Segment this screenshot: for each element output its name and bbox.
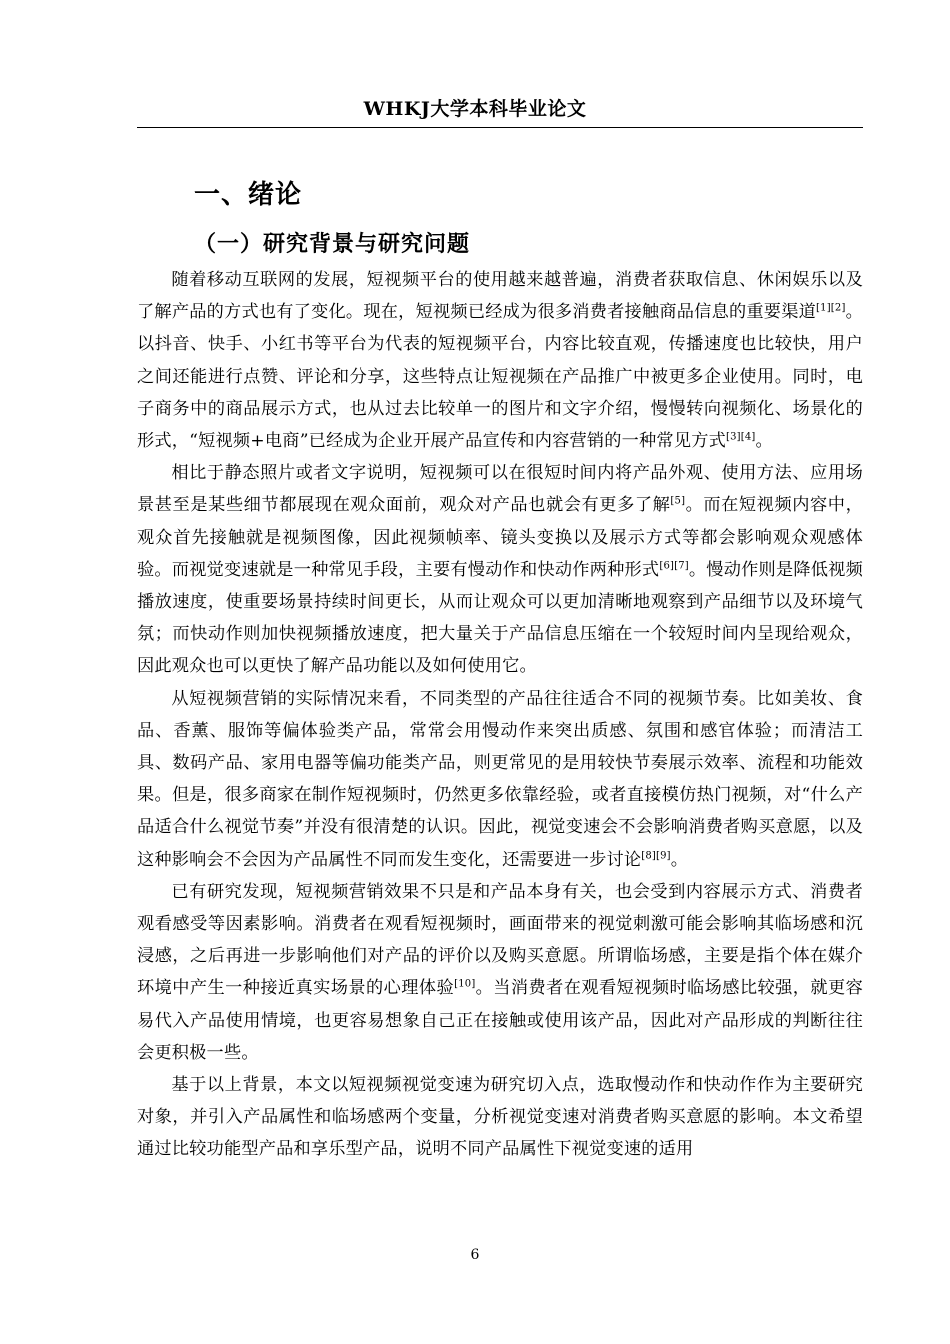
text-run: 。当消费者在观看短视频时临场感比较强，就更容易代入产品使用情境，也更容易想象自己正在接触或使用该产品，因此对产品形成的判断往往会更积极一些。	[137, 978, 864, 1063]
text-run: 已有研究发现，短视频营销效果不只是和产品本身有关，也会受到内容展示方式、消费者观看感受等因素影响。消费者在观看短视频时，画面带来的视觉刺激可能会影响其临场感和沉浸感，之后再进一步影响他们对产品的评价以及购买意愿。所谓临场感，主要是指个体在媒介环境中产生一种接近真实场景的心理体验	[137, 881, 863, 999]
page-number: 6	[470, 1247, 480, 1263]
citation: [8][9]	[641, 849, 671, 861]
text-run: 。	[755, 431, 773, 452]
citation: [10]	[454, 978, 476, 990]
citation: [1][2]	[816, 302, 846, 314]
text-run: 随着移动互联网的发展，短视频平台的使用越来越普遍，消费者获取信息、休闲娱乐以及了解产品的方式也有了变化。现在，短视频已经成为很多消费者接触商品信息的重要渠道	[137, 270, 863, 323]
chapter-title: 一、绪论	[194, 180, 303, 210]
body-text	[137, 264, 863, 1166]
text-run: 。以抖音、快手、小红书等平台为代表的短视频平台，内容比较直观，传播速度也比较快，用户之间还能进行点赞、评论和分享，这些特点让短视频在产品推广中被更多企业使用。同时，电子商务中的商品展示方式，也从过去比较单一的图片和文字介绍，慢慢转向视频化、场景化的形式，“短视频+电商”已经成为企业开展产品宣传和内容营销的一种常见方式	[137, 302, 863, 452]
paragraph	[137, 1069, 863, 1166]
header-rule	[137, 127, 863, 128]
text-run: 。慢动作则是降低视频播放速度，使重要场景持续时间更长，从而让观众可以更加清晰地观察到产品细节以及环境气氛；而快动作则加快视频播放速度，把大量关于产品信息压缩在一个较短时间内呈现给观众，因此观众也可以更快了解产品功能以及如何使用它。	[137, 559, 863, 677]
text-run: 。	[670, 849, 689, 870]
running-header: WHKJ大学本科毕业论文	[363, 98, 587, 120]
text-run: 。而在短视频内容中，观众首先接触就是视频图像，因此视频帧率、镜头变换以及展示方式等都会影响观众观感体验。而视觉变速就是一种常见手段，主要有慢动作和快动作两种形式	[137, 495, 863, 580]
paragraph	[137, 457, 863, 682]
paragraph	[137, 876, 863, 1069]
citation: [5]	[670, 495, 686, 507]
text-run: 从短视频营销的实际情况来看，不同类型的产品往往适合不同的视频节奏。比如美妆、食品、香薰、服饰等偏体验类产品，常常会用慢动作来突出质感、氛围和感官体验；而清洁工具、数码产品、家用电器等偏功能类产品，则更常见的是用较快节奏展示效率、流程和功能效果。但是，很多商家在制作短视频时，仍然更多依靠经验，或者直接模仿热门视频，对“什么产品适合什么视觉节奏”并没有很清楚的认识。因此，视觉变速会不会影响消费者购买意愿，以及这种影响会不会因为产品属性不同而发生变化，还需要进一步讨论	[137, 688, 863, 870]
text-run: 基于以上背景，本文以短视频视觉变速为研究切入点，选取慢动作和快动作作为主要研究对象，并引入产品属性和临场感两个变量，分析视觉变速对消费者购买意愿的影响。本文希望通过比较功能型产品和享乐型产品，说明不同产品属性下视觉变速的适用	[137, 1075, 863, 1160]
text-run: 相比于静态照片或者文字说明，短视频可以在很短时间内将产品外观、使用方法、应用场景甚至是某些细节都展现在观众面前，观众对产品也就会有更多了解	[137, 463, 863, 516]
paragraph	[137, 683, 863, 876]
citation: [3][4]	[725, 431, 756, 443]
section-title: （一）研究背景与研究问题	[194, 232, 471, 257]
paragraph	[137, 264, 863, 457]
citation: [6][7]	[659, 560, 689, 572]
